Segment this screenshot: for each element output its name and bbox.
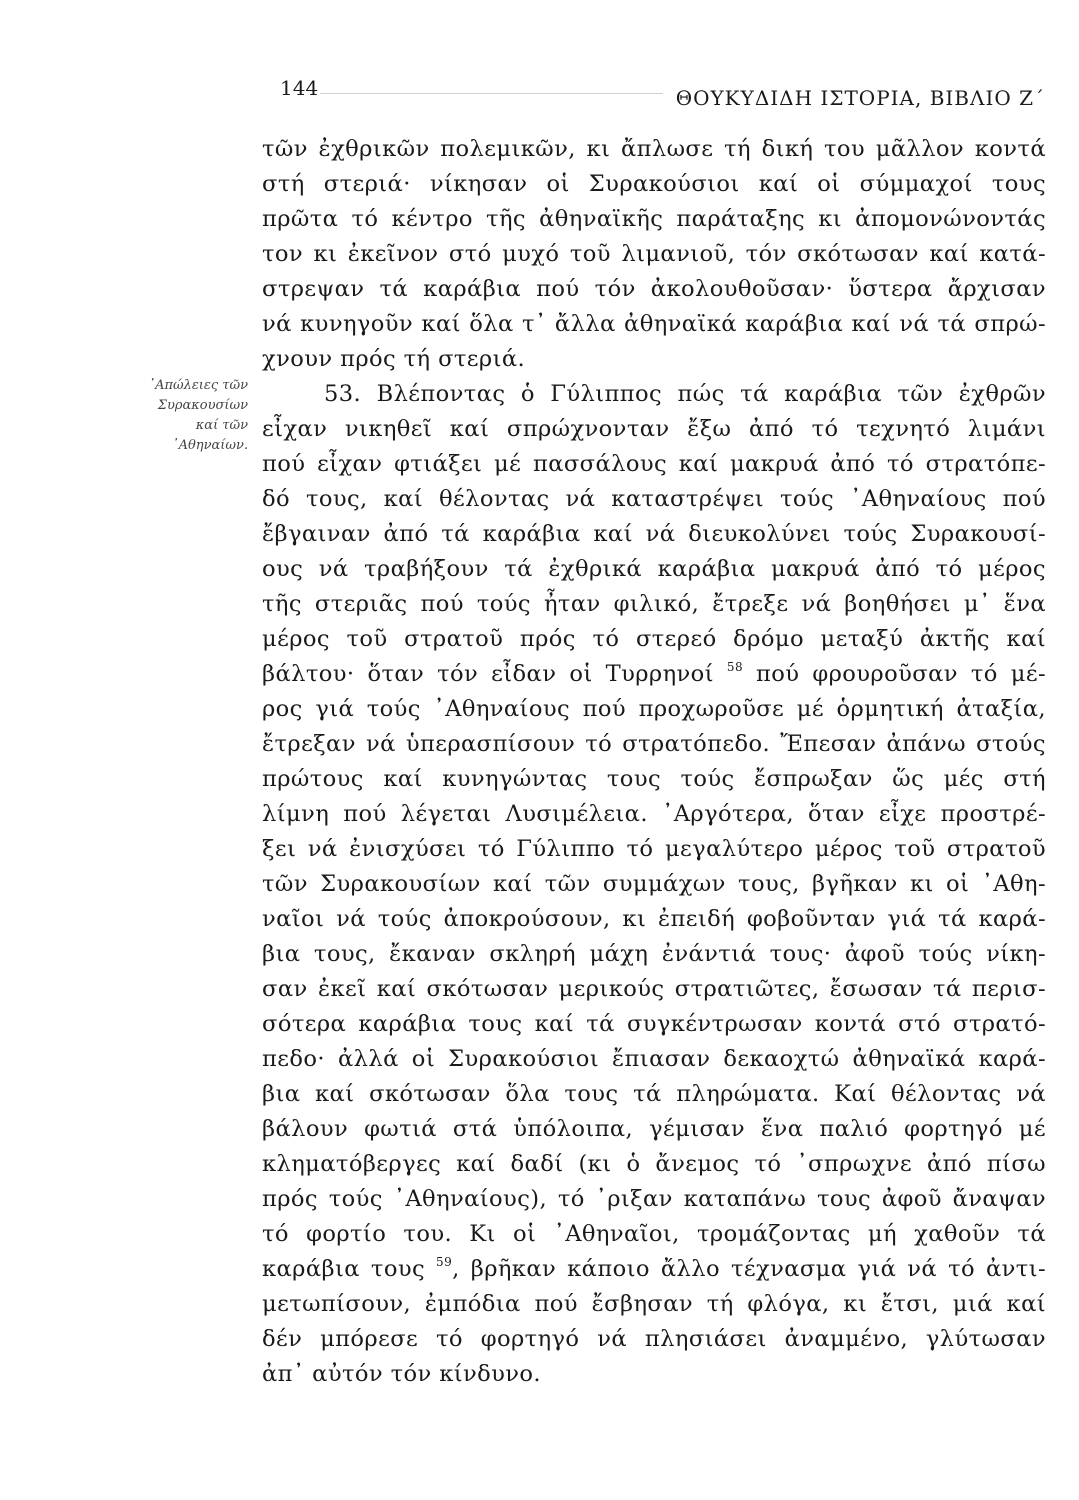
text-fragment: καράβια τους bbox=[262, 1256, 426, 1282]
text-line: χνουν πρός τή στεριά. bbox=[262, 346, 526, 372]
body-text bbox=[262, 132, 1046, 1392]
text-line-with-footnote bbox=[262, 1252, 1046, 1287]
header-rule bbox=[320, 93, 663, 94]
margin-note-line: καί τῶν bbox=[195, 418, 248, 433]
margin-note bbox=[72, 376, 248, 456]
text-line: τό φορτίο του. Κι οἱ ᾿Αθηναῖοι, τρομάζοντας μή χαθοῦν τά bbox=[262, 1221, 1046, 1247]
text-fragment: βάλτου· ὅταν τόν εἶδαν οἱ Τυρρηνοί bbox=[262, 661, 714, 687]
margin-note-line: Συρακουσίων bbox=[157, 398, 248, 413]
text-line: πρός τούς ᾿Αθηναίους), τό ᾿ριξαν καταπάνω τους ἀφοῦ ἄναψαν bbox=[262, 1186, 1046, 1212]
text-line: τῆς στεριᾶς πού τούς ἦταν φιλικό, ἔτρεξε νά βοηθήσει μ᾿ ἕνα bbox=[262, 591, 1046, 617]
text-line: μέρος τοῦ στρατοῦ πρός τό στερεό δρόμο μεταξύ ἀκτῆς καί bbox=[262, 626, 1046, 652]
text-line: βια τους, ἔκαναν σκληρή μάχη ἐνάντιά τους· ἀφοῦ τούς νίκη- bbox=[262, 941, 1046, 967]
text-line: στρεψαν τά καράβια πού τόν ἀκολουθοῦσαν· ὕστερα ἄρχισαν bbox=[262, 276, 1046, 302]
text-line: λίμνη πού λέγεται Λυσιμέλεια. ᾿Αργότερα, ὅταν εἶχε προστρέ- bbox=[262, 801, 1046, 827]
text-line: κληματόβεργες καί δαδί (κι ὁ ἄνεμος τό ᾿σπρωχνε ἀπό πίσω bbox=[262, 1151, 1046, 1177]
text-line: σότερα καράβια τους καί τά συγκέντρωσαν κοντά στό στρατό- bbox=[262, 1011, 1046, 1037]
running-title: ΘΟΥΚΥΔΙΔΗ ΙΣΤΟΡΙΑ, ΒΙΒΛΙΟ Ζ΄ bbox=[675, 86, 1045, 110]
page-number: 144 bbox=[280, 76, 319, 100]
text-line: πρώτους καί κυνηγώντας τους τούς ἔσπρωξαν ὥς μές στή bbox=[262, 766, 1046, 792]
text-fragment: , βρῆκαν κάποιο ἄλλο τέχνασμα γιά νά τό ἀντι- bbox=[452, 1256, 1046, 1282]
page-header bbox=[280, 72, 1045, 112]
text-line: μετωπίσουν, ἐμπόδια πού ἔσβησαν τή φλόγα, κι ἔτσι, μιά καί bbox=[262, 1291, 1046, 1317]
text-line: σαν ἐκεῖ καί σκότωσαν μερικούς στρατιῶτες, ἔσωσαν τά περισ- bbox=[262, 976, 1046, 1002]
text-line: εἶχαν νικηθεῖ καί σπρώχνονταν ἔξω ἀπό τό τεχνητό λιμάνι bbox=[262, 416, 1046, 442]
text-line: ἀπ᾿ αὐτόν τόν κίνδυνο. bbox=[262, 1361, 541, 1387]
text-line: δό τους, καί θέλοντας νά καταστρέψει τούς ᾿Αθηναίους πού bbox=[262, 486, 1046, 512]
text-fragment: πού φρουροῦσαν τό μέ- bbox=[756, 661, 1046, 687]
footnote-ref-59: 59 bbox=[436, 1255, 453, 1269]
text-line: ους νά τραβήξουν τά ἐχθρικά καράβια μακρυά ἀπό τό μέρος bbox=[262, 556, 1046, 582]
text-line: βάλουν φωτιά στά ὑπόλοιπα, γέμισαν ἕνα παλιό φορτηγό μέ bbox=[262, 1116, 1046, 1142]
text-line: ἔτρεξαν νά ὑπερασπίσουν τό στρατόπεδο. Ἔπεσαν ἀπάνω στούς bbox=[262, 731, 1046, 757]
text-line: βια καί σκότωσαν ὅλα τους τά πληρώματα. Καί θέλοντας νά bbox=[262, 1081, 1046, 1107]
text-line: στή στεριά· νίκησαν οἱ Συρακούσιοι καί οἱ σύμμαχοί τους bbox=[262, 171, 1046, 197]
text-line: νά κυνηγοῦν καί ὅλα τ᾿ ἄλλα ἀθηναϊκά καράβια καί νά τά σπρώ- bbox=[262, 311, 1046, 337]
footnote-ref-58: 58 bbox=[726, 660, 743, 674]
text-line: ρος γιά τούς ᾿Αθηναίους πού προχωροῦσε μέ ὁρμητική ἀταξία, bbox=[262, 696, 1046, 722]
text-line: ξει νά ἐνισχύσει τό Γύλιππο τό μεγαλύτερο μέρος τοῦ στρατοῦ bbox=[262, 836, 1046, 862]
text-line-with-footnote bbox=[262, 657, 1046, 692]
text-line: ἔβγαιναν ἀπό τά καράβια καί νά διευκολύνει τούς Συρακουσί- bbox=[262, 521, 1046, 547]
text-line: πού εἶχαν φτιάξει μέ πασσάλους καί μακρυά ἀπό τό στρατόπε- bbox=[262, 451, 1046, 477]
text-line: ναῖοι νά τούς ἀποκρούσουν, κι ἐπειδή φοβοῦνταν γιά τά καρά- bbox=[262, 906, 1046, 932]
text-line: τῶν Συρακουσίων καί τῶν συμμάχων τους, βγῆκαν κι οἱ ᾿Αθη- bbox=[262, 871, 1046, 897]
text-line: τῶν ἐχθρικῶν πολεμικῶν, κι ἄπλωσε τή δική του μᾶλλον κοντά bbox=[262, 136, 1046, 162]
text-line: πεδο· ἀλλά οἱ Συρακούσιοι ἔπιασαν δεκαοχτώ ἀθηναϊκά καρά- bbox=[262, 1046, 1046, 1072]
text-line: πρῶτα τό κέντρο τῆς ἀθηναϊκῆς παράταξης κι ἀπομονώνοντάς bbox=[262, 206, 1046, 232]
text-line: δέν μπόρεσε τό φορτηγό νά πλησιάσει ἀναμμένο, γλύτωσαν bbox=[262, 1326, 1046, 1352]
margin-note-line: ᾿Αθηναίων. bbox=[172, 438, 248, 453]
text-line: τον κι ἐκεῖνον στό μυχό τοῦ λιμανιοῦ, τόν σκότωσαν καί κατά- bbox=[262, 241, 1046, 267]
margin-note-line: ᾿Απώλειες τῶν bbox=[148, 378, 248, 393]
chapter-start-line: 53. Βλέποντας ὁ Γύλιππος πώς τά καράβια τῶν ἐχθρῶν bbox=[324, 381, 1046, 407]
